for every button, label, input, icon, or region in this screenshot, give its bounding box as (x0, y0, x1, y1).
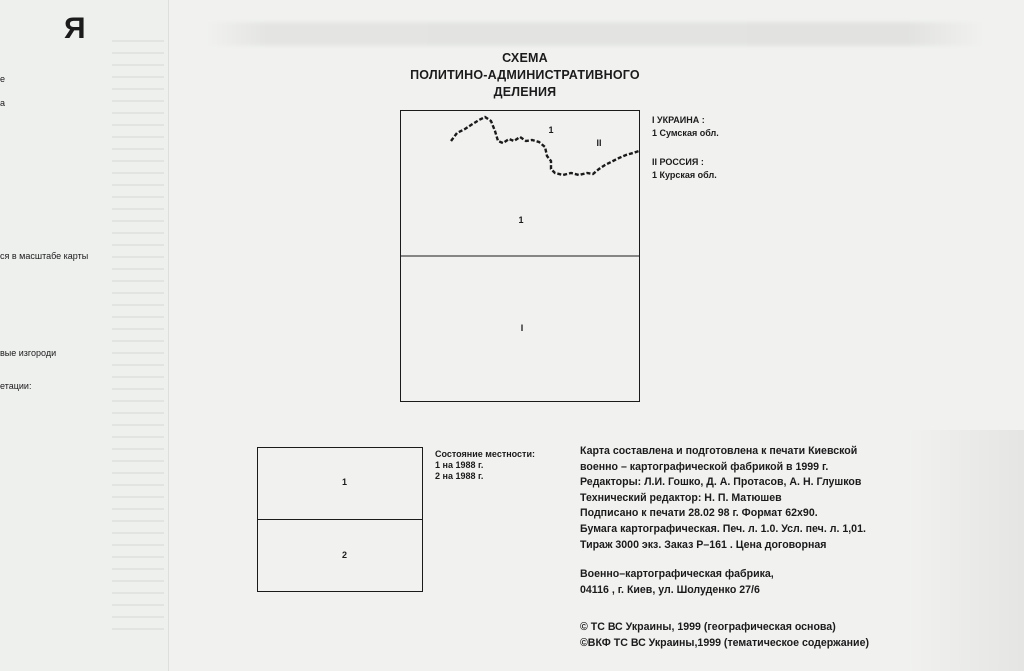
region-label: 1 (518, 215, 524, 225)
admin-legend (652, 114, 719, 182)
diagram-label: 1 (342, 477, 348, 487)
map-drawing (401, 111, 639, 401)
diagram-divider (258, 519, 422, 520)
copyright-line: © ТС ВС Украины, 1999 (географическая основа) (580, 621, 836, 633)
page-edge-shade (905, 430, 1024, 671)
admin-division-map (400, 110, 640, 402)
adjacent-legend-strip (0, 0, 169, 671)
state-legend-item: 2 на 1988 г. (435, 471, 484, 481)
strip-fragment: вые изгороди (0, 348, 57, 358)
legend-country: II РОССИЯ : (652, 157, 704, 167)
credits-line: военно – картографической фабрикой в 1999 г. (580, 460, 829, 473)
strip-fragment: е (0, 74, 6, 84)
credits-line: Технический редактор: Н. П. Матюшев (580, 491, 782, 504)
terrain-state-diagram (257, 447, 423, 592)
strip-fragment: етации: (0, 381, 32, 391)
schema-title (360, 50, 690, 101)
legend-region: 1 Сумская обл. (652, 128, 719, 138)
state-border-line (451, 117, 639, 175)
title-line: ПОЛИТИНО-АДМИНИСТРАТИВНОГО (410, 68, 640, 82)
strip-letter: Я (64, 12, 86, 45)
factory-address (580, 567, 774, 598)
copyright-line: ©ВКФ ТС ВС Украины,1999 (тематическое содержание) (580, 637, 869, 649)
credits-line: Бумага картографическая. Печ. л. 1.0. Усл. печ. л. 1,01. (580, 522, 866, 535)
factory-line: 04116 , г. Киев, ул. Шолуденко 27/6 (580, 583, 760, 596)
legend-region: 1 Курская обл. (652, 170, 717, 180)
title-line: ДЕЛЕНИЯ (493, 85, 557, 99)
title-line: СХЕМА (502, 51, 548, 65)
publication-credits (580, 444, 866, 553)
diagram-label: 2 (342, 550, 348, 560)
state-legend-item: 1 на 1988 г. (435, 460, 484, 470)
credits-line: Редакторы: Л.И. Гошко, Д. А. Протасов, А. Н. Глушков (580, 476, 862, 489)
factory-line: Военно–картографическая фабрика, (580, 568, 774, 580)
bleed-through-text (112, 30, 164, 640)
region-label: II (596, 138, 602, 148)
strip-fragment: а (0, 98, 6, 108)
credits-line: Подписано к печати 28.02 98 г. Формат 62х90. (580, 507, 818, 520)
terrain-state-legend (435, 449, 535, 482)
region-label: 1 (548, 125, 554, 135)
copyright-notice (580, 619, 869, 651)
credits-line: Карта составлена и подготовлена к печати Киевской (580, 445, 858, 457)
state-legend-title: Состояние местности: (435, 449, 535, 459)
legend-country: I УКРАИНА : (652, 115, 705, 125)
strip-fragment: ся в масштабе карты (0, 251, 89, 261)
faded-header-bleed (205, 22, 985, 46)
region-label: I (520, 323, 524, 333)
credits-line: Тираж 3000 экз. Заказ Р–161 . Цена договорная (580, 538, 827, 551)
